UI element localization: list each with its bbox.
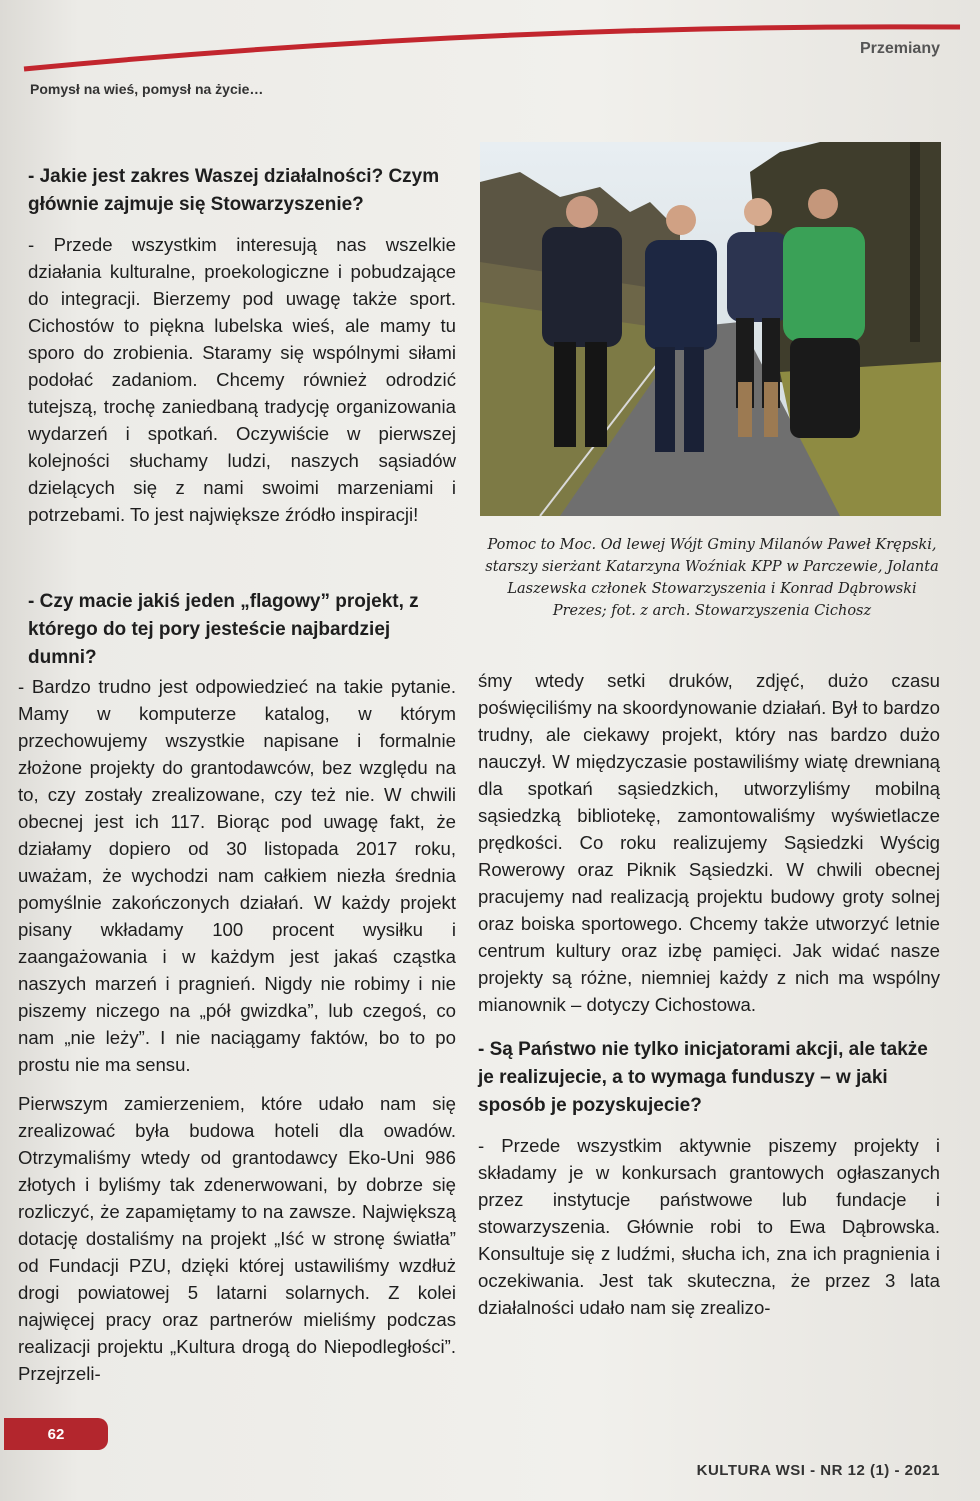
- question-2: - Czy macie jakiś jeden „flagowy” projekt, z którego do tej pory jesteście najbardziej dumni?: [28, 591, 419, 668]
- answer-3: - Przede wszystkim aktywnie piszemy projekty i składamy je w konkursach grantowych ogłaszanych przez instytucje państwowe lub fundacje i stowarzyszenia. Głównie robi to Ewa Dąbrowska. Konsultuje się z ludźmi, słucha ich, zna ich pragnienia i oczekiwania. Jest tak skuteczna, że przez 3 lata działalności udało nam się zrealizo-: [478, 1135, 940, 1318]
- group-photo: [480, 142, 941, 516]
- running-head: Pomysł na wieś, pomysł na życie…: [30, 81, 264, 97]
- answer-2-paragraph-3: śmy wtedy setki druków, zdjęć, dużo czasu poświęciliśmy na skoordynowanie działań. Był to bardzo trudny, ale ciekawy projekt, który nas bardzo dużo nauczył. W międzyczasie postawiliśmy wiatę drewnianą dla spotkań sąsiedzkich, utworzyliśmy mobilną sąsiedzką bibliotekę, zamontowaliśmy wyświetlacze prędkości. Co roku realizujemy Sąsiedzki Wyścig Rowerowy oraz Piknik Sąsiedzki. W chwili obecnej pracujemy nad realizacją projektu budowy groty solnej oraz boiska sportowego. Chcemy także utworzyć letnie centrum kultury oraz izbę pamięci. Jak widać nasze projekty są różne, niemniej każdy z nich ma wspólny mianownik – dotyczy Cichostowa.: [478, 670, 940, 1015]
- column-left-bottom: [18, 673, 456, 1399]
- answer-2-paragraph-2: Pierwszym zamierzeniem, które udało nam się zrealizować była budowa hoteli dla owadów. Otrzymaliśmy wtedy od grantodawcy Eko-Uni 986 złotych i byliśmy tak zdenerwowani, by dobrze się rozliczyć, że zapamiętamy to na zawsze. Największą dotację dostaliśmy na projekt „Iść w stronę światła” od Fundacji PZU, dzięki której ustawiliśmy wzdłuż drogi powiatowej 5 latarni solarnych. Z kolei najwięcej pracy oraz partnerów mieliśmy podczas realizacji projektu „Kultura drogą do Niepodległości”. Przejrzeli-: [18, 1093, 456, 1384]
- question-1: - Jakie jest zakres Waszej działalności? Czym głównie zajmuje się Stowarzyszenie?: [28, 166, 440, 215]
- page-number: 62: [4, 1418, 108, 1450]
- photo-illustration: [480, 142, 941, 516]
- answer-1: - Przede wszystkim interesują nas wszelkie działania kulturalne, proekologiczne i pobudzające do integracji. Bierzemy pod uwagę także sport. Cichostów to piękna lubelska wieś, ale mamy tu sporo do zrobienia. Staramy się wspólnymi siłami podołać zadaniom. Chcemy również odrodzić tutejszą, trochę zaniedbaną tradycję organizowania wydarzeń i spotkań. Oczywiście w pierwszej kolejności słuchamy ludzi, naszych sąsiadów dzielących się z nami swoimi marzeniami i potrzebami. To jest największe źródło inspiracji!: [28, 234, 456, 525]
- question-2-block: [28, 588, 456, 684]
- column-left-top: [28, 163, 456, 540]
- issue-footer: KULTURA WSI - NR 12 (1) - 2021: [696, 1462, 940, 1479]
- question-3: - Są Państwo nie tylko inicjatorami akcji, ale także je realizujecie, a to wymaga funduszy – w jaki sposób je pozyskujecie?: [478, 1039, 928, 1116]
- answer-2-paragraph-1: - Bardzo trudno jest odpowiedzieć na takie pytanie. Mamy w komputerze katalog, w którym przechowujemy wszystkie napisane i formalnie złożone projekty do grantodawców, bez względu na to, czy zostały zrealizowane, czy też nie. W chwili obecnej jest ich 117. Biorąc pod uwagę fakt, że działamy dopiero od 30 listopada 2017 roku, uważam, że wychodzi nam całkiem niezła średnia pomyślnie zakończonych działań. W każdy projekt pisany wkładamy 100 procent wysiłku i zaangażowania i w każdym jest jakaś cząstka naszych marzeń i pragnień. Nigdy nie robimy i nie piszemy niczego na „pół gwizdka”, lub czegoś, co nam „nie leży”. I nie naciągamy faktów, bo to po prostu nie ma sensu.: [18, 676, 456, 1075]
- section-label: Przemiany: [859, 40, 940, 57]
- header-red-stripe: [22, 19, 962, 79]
- column-right: [478, 667, 940, 1333]
- photo-caption: Pomoc to Moc. Od lewej Wójt Gminy Milanów Paweł Krępski, starszy sierżant Katarzyna Woźniak KPP w Parczewie, Jolanta Laszewska członek Stowarzyszenia i Konrad Dąbrowski Prezes; fot. z arch. Stowarzyszenia Cichosz: [485, 537, 939, 619]
